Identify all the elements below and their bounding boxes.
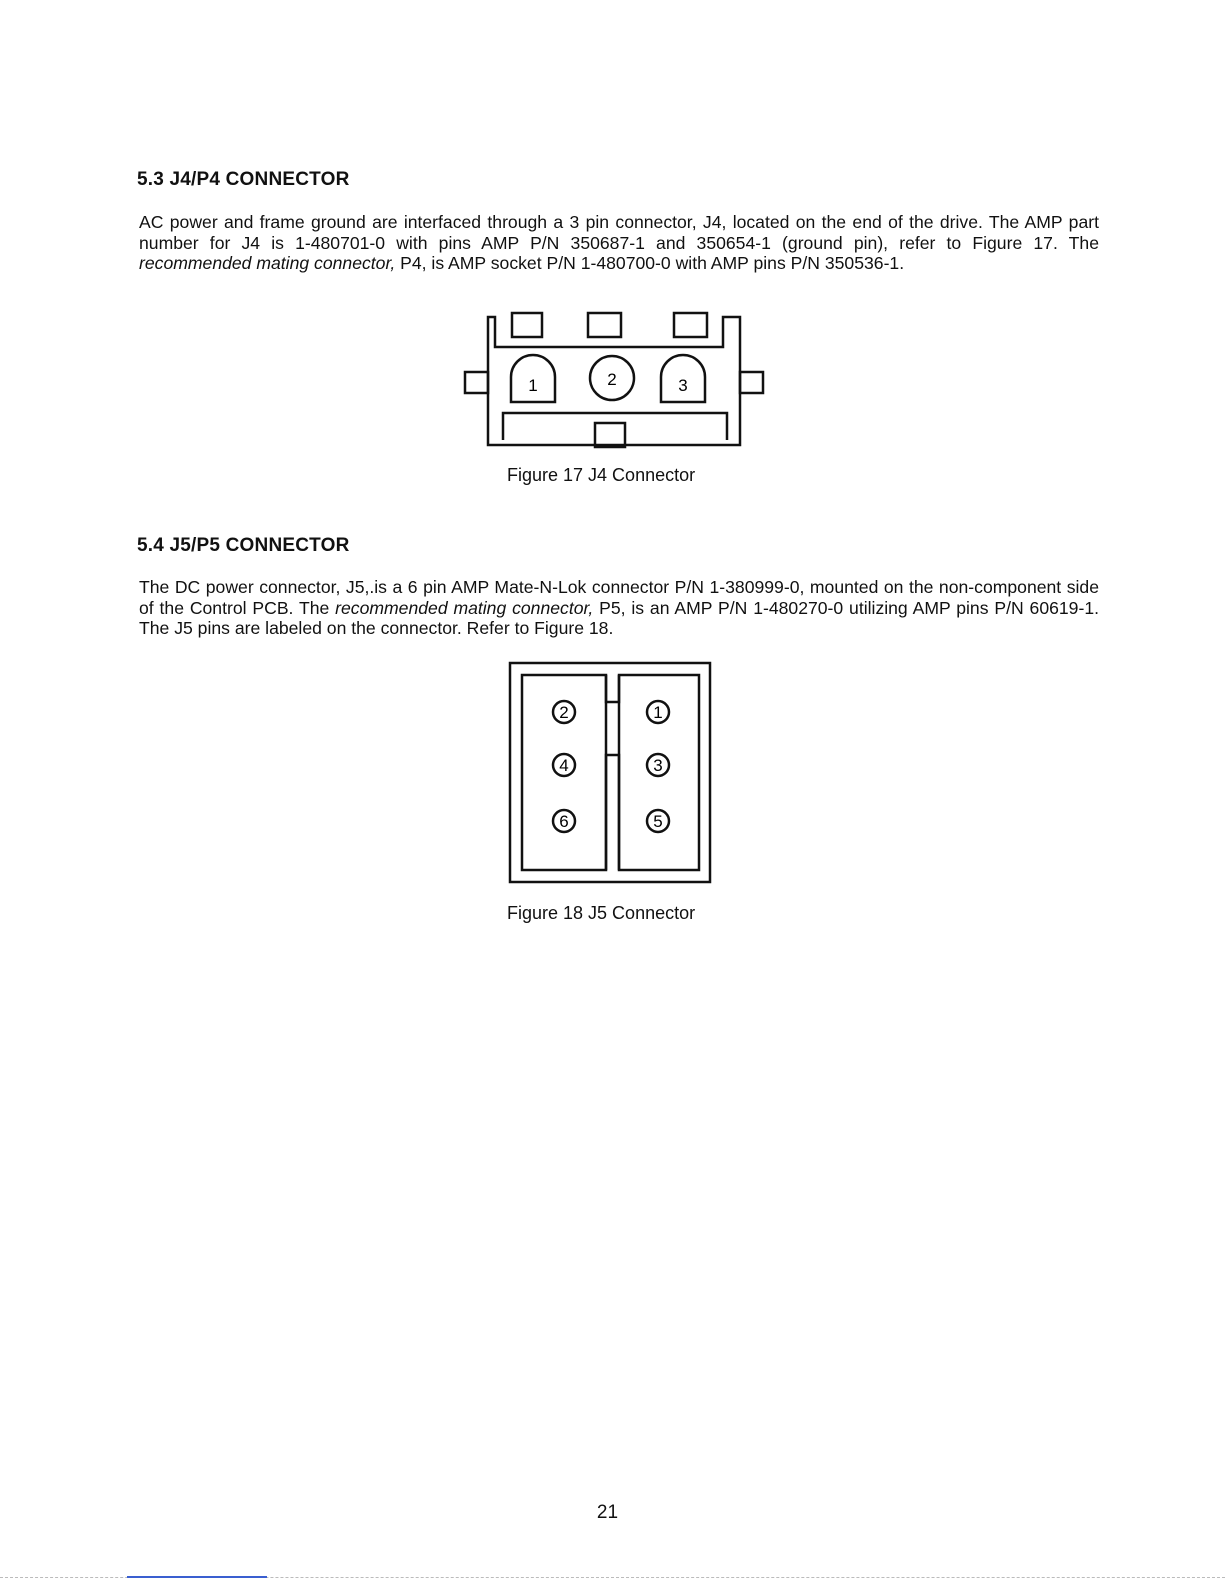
pin-label: 4	[559, 756, 569, 775]
latch-square	[588, 313, 621, 337]
pin-label: 1	[528, 376, 538, 395]
latch-square	[674, 313, 707, 337]
pin-label: 1	[653, 703, 663, 722]
paragraph-text: AC power and frame ground are interfaced through a 3 pin connector, J4, located on the end of the drive. The AMP part number for J4 is 1-480701-0 with pins AMP P/N 350687-1 and 350654-1 (ground pin), refer to Figure 17. The	[139, 212, 1099, 253]
section-heading-5-3: 5.3 J4/P4 CONNECTOR	[137, 169, 350, 190]
j4-connector-diagram	[455, 305, 775, 455]
side-tab-right	[740, 372, 763, 393]
section-heading-5-4: 5.4 J5/P5 CONNECTOR	[137, 535, 350, 556]
j5-connector-diagram	[505, 660, 715, 890]
latch-square	[512, 313, 542, 337]
key-notch-top	[606, 675, 619, 702]
page-bottom-line	[127, 1576, 267, 1578]
pin-label: 3	[678, 376, 688, 395]
paragraph-text: P5, is an AMP P/N 1-480270-0 utilizing AMP pins P/N 60619-1. The J5 pins are labeled on the connector. Refer to Figure 18.	[139, 597, 1099, 638]
section-5-4-paragraph	[139, 577, 1099, 639]
figure-caption: Figure 17 J4 Connector	[507, 465, 696, 485]
page-number: 21	[596, 1502, 619, 1523]
connector-outer-frame	[510, 663, 710, 882]
bottom-divider	[503, 413, 727, 440]
pin-label: 5	[653, 812, 663, 831]
figure-caption: Figure 18 J5 Connector	[507, 903, 696, 923]
pin-label: 3	[653, 756, 663, 775]
pin-label: 2	[607, 370, 617, 389]
section-5-3-paragraph	[139, 212, 1099, 274]
key-notch-bottom	[606, 755, 619, 870]
paragraph-text: The DC power connector, J5,.is a 6 pin AMP Mate-N-Lok connector P/N 1-380999-0, mounted on the non-component side of the Control PCB. The	[139, 577, 1099, 618]
italic-term: recommended mating connector,	[139, 253, 396, 273]
side-tab-left	[465, 372, 488, 393]
italic-term: recommended mating connector,	[335, 597, 594, 618]
pin-label: 6	[559, 812, 569, 831]
paragraph-text: P4, is AMP socket P/N 1-480700-0 with AMP pins P/N 350536-1.	[395, 253, 905, 273]
bottom-key	[595, 423, 625, 447]
pin-label: 2	[559, 703, 569, 722]
